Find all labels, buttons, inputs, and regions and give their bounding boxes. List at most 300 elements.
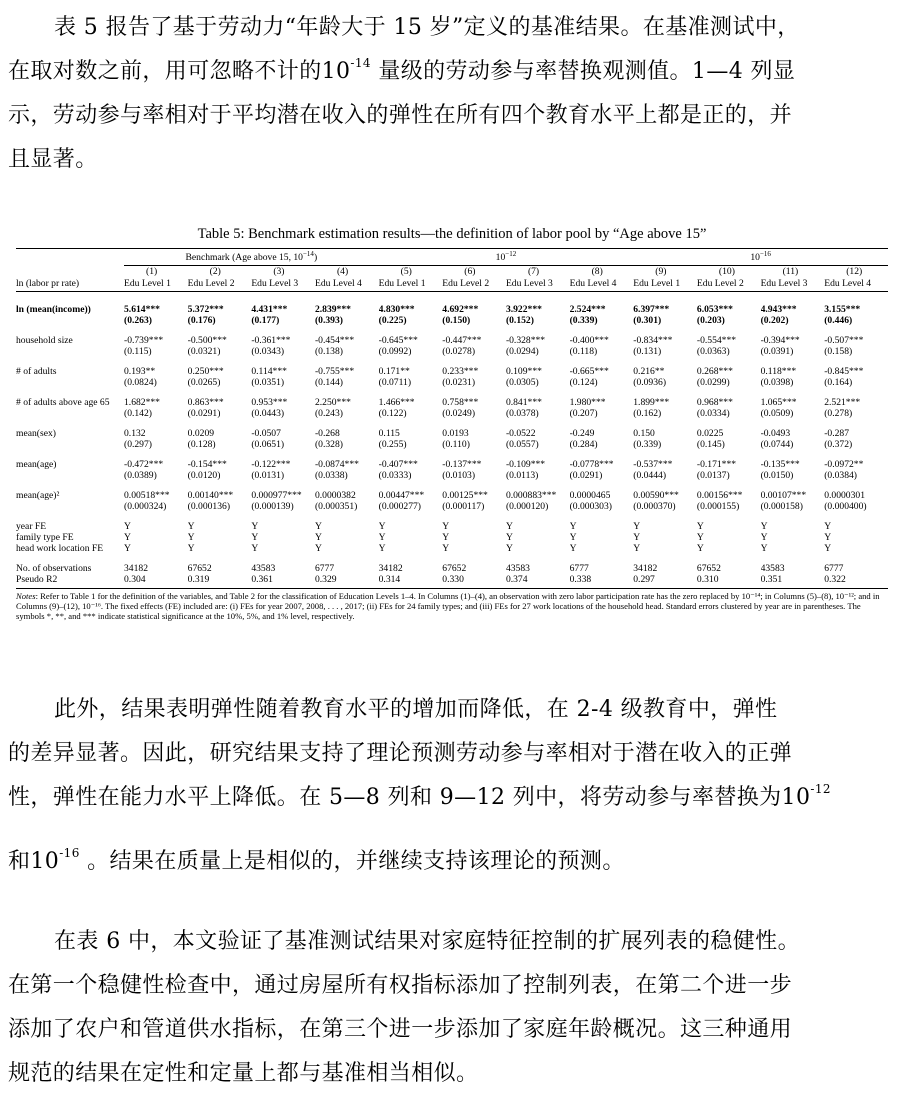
coefficient-cell: -0.755*** [314, 366, 355, 377]
text-line: 添加了农户和管道供水指标，在第三个进一步添加了家庭年龄概况。这三种通用 [8, 1017, 793, 1042]
std-error-cell: (0.278) [824, 408, 853, 419]
coefficient-cell: 6.397*** [633, 304, 670, 315]
fe-cell: Y [824, 532, 832, 543]
std-error-cell: (0.0992) [378, 346, 412, 357]
std-error-cell: (0.000120) [505, 501, 549, 512]
std-error-cell: (0.162) [633, 408, 662, 419]
std-error-cell: (0.297) [124, 439, 152, 450]
table-row [16, 521, 888, 532]
std-error-cell: (0.145) [696, 439, 725, 450]
std-error-cell: (0.0334) [696, 408, 730, 419]
fe-cell: Y [124, 543, 131, 554]
std-error-cell: (0.144) [314, 377, 343, 388]
column-label: Edu Level 3 [505, 278, 553, 289]
std-error-cell: (0.446) [824, 315, 853, 326]
column-number: (11) [782, 266, 799, 277]
std-error-cell: (0.158) [824, 346, 853, 357]
text-line: 表 5 报告了基于劳动力“年龄大于 15 岁”定义的基准结果。在基准测试中， [54, 15, 800, 40]
dependent-variable-label: ln (labor pr rate) [16, 278, 80, 289]
table-row [16, 532, 888, 543]
stat-cell: 0.351 [760, 574, 783, 585]
std-error-cell: (0.000277) [378, 501, 421, 512]
table-row [16, 543, 888, 554]
group-header-benchmark: Benchmark (Age above 15, $10^{-14}$) [124, 251, 379, 266]
coefficient-cell: 6.053*** [696, 304, 733, 315]
fe-cell: Y [314, 521, 322, 532]
coefficient-cell: 1.065*** [760, 397, 797, 408]
std-error-cell: (0.000158) [760, 501, 803, 512]
table-row [16, 501, 888, 512]
coefficient-cell: -0.0507 [251, 428, 281, 439]
table-row [16, 428, 888, 439]
coefficient-cell: 0.758*** [442, 397, 479, 408]
stat-cell: 0.374 [505, 574, 528, 585]
fe-cell: Y [569, 521, 577, 532]
std-error-cell: (0.0265) [187, 377, 221, 388]
coefficient-cell: -0.845*** [824, 366, 864, 377]
coefficient-cell: -0.122*** [251, 459, 291, 470]
std-error-cell: (0.0744) [760, 439, 794, 450]
row-label: household size [16, 335, 73, 346]
text-span: 量级的劳动参与率替换观测值。1—4 列显 [370, 59, 796, 84]
row-label: ln (mean(income)) [16, 304, 91, 315]
std-error-cell: (0.203) [696, 315, 725, 326]
column-label: Edu Level 3 [760, 278, 808, 289]
stat-cell: 43583 [760, 563, 785, 574]
text-span: 在取对数之前，用可忽略不计的10 [8, 59, 351, 84]
coefficient-cell: 0.115 [378, 428, 400, 439]
row-label: head work location FE [16, 543, 104, 554]
std-error-cell: (0.255) [378, 439, 407, 450]
stat-cell: 34182 [378, 563, 403, 574]
coefficient-cell: 0.00447*** [378, 490, 425, 501]
table-row [16, 377, 888, 388]
coefficient-cell: -0.361*** [251, 335, 291, 346]
std-error-cell: (0.122) [378, 408, 407, 419]
coefficient-cell: -0.0778*** [569, 459, 614, 470]
table-row [16, 408, 888, 419]
std-error-cell: (0.393) [314, 315, 343, 326]
std-error-cell: (0.0509) [760, 408, 794, 419]
coefficient-cell: 4.692*** [442, 304, 479, 315]
coefficient-cell: -0.554*** [696, 335, 737, 346]
std-error-cell: (0.000400) [824, 501, 867, 512]
std-error-cell: (0.000370) [633, 501, 676, 512]
text-span: 。结果在质量上是相似的，并继续支持该理论的预测。 [79, 849, 625, 874]
std-error-cell: (0.0557) [505, 439, 539, 450]
coefficient-cell: 3.922*** [505, 304, 542, 315]
fe-cell: Y [442, 532, 450, 543]
coefficient-cell: 0.0000465 [569, 490, 611, 501]
coefficient-cell: 0.171** [378, 366, 410, 377]
superscript: -16 [59, 846, 80, 860]
stat-cell: 43583 [251, 563, 276, 574]
fe-cell: Y [696, 543, 704, 554]
row-label: Pseudo R2 [16, 574, 58, 585]
std-error-cell: (0.0343) [251, 346, 285, 357]
std-error-cell: (0.202) [760, 315, 789, 326]
stat-cell: 67652 [696, 563, 721, 574]
fe-cell: Y [187, 532, 195, 543]
group-header-1e-16: $10^{-16}$ [633, 251, 888, 266]
coefficient-cell: 3.155*** [824, 304, 861, 315]
coefficient-cell: -0.537*** [633, 459, 673, 470]
std-error-cell: (0.0291) [569, 470, 603, 481]
coefficient-cell: 0.00590*** [633, 490, 679, 501]
stat-cell: 0.330 [442, 574, 464, 585]
coefficient-cell: -0.249 [569, 428, 595, 439]
coefficient-cell: 0.0000301 [824, 490, 865, 501]
table-row [16, 439, 888, 450]
column-label: Edu Level 1 [633, 278, 681, 289]
std-error-cell: (0.0651) [251, 439, 285, 450]
row-label: year FE [16, 521, 47, 532]
column-label: Edu Level 2 [442, 278, 490, 289]
coefficient-cell: 0.00518*** [124, 490, 170, 501]
row-label: No. of observations [16, 563, 92, 574]
std-error-cell: (0.0131) [251, 470, 285, 481]
coefficient-cell: -0.137*** [442, 459, 482, 470]
std-error-cell: (0.000136) [187, 501, 231, 512]
text-line: 在第一个稳健性检查中，通过房屋所有权指标添加了控制列表，在第二个进一步 [8, 973, 793, 998]
fe-cell: Y [442, 543, 450, 554]
coefficient-cell: -0.500*** [187, 335, 227, 346]
coefficient-cell: 0.193** [124, 366, 156, 377]
row-label: family type FE [16, 532, 74, 543]
std-error-cell: (0.0249) [442, 408, 476, 419]
std-error-cell: (0.177) [251, 315, 280, 326]
fe-cell: Y [314, 532, 322, 543]
coefficient-cell: 0.109*** [505, 366, 542, 377]
std-error-cell: (0.301) [633, 315, 662, 326]
table-5 [16, 222, 888, 621]
column-label: Edu Level 1 [124, 278, 171, 289]
coefficient-cell: 5.614*** [124, 304, 160, 315]
text-line [8, 776, 903, 820]
coefficient-cell: -0.400*** [569, 335, 609, 346]
column-number: (6) [464, 266, 476, 277]
std-error-cell: (0.152) [505, 315, 534, 326]
coefficient-cell: 0.000977*** [251, 490, 302, 501]
stat-cell: 6777 [314, 563, 335, 574]
fe-cell: Y [696, 521, 704, 532]
fe-cell: Y [760, 543, 768, 554]
row-label: mean(sex) [16, 428, 56, 439]
coefficient-cell: 0.0209 [187, 428, 215, 439]
column-number: (10) [718, 266, 735, 277]
row-label: mean(age)² [16, 490, 60, 501]
coefficient-cell: 2.250*** [314, 397, 351, 408]
std-error-cell: (0.0936) [633, 377, 667, 388]
coefficient-cell: -0.0522 [505, 428, 536, 439]
table-notes: Notes: Refer to Table 1 for the definition of the variables, and Table 2 for the classification of Education Levels 1–4. In Columns (1)–(4), an observation with zero labor participation rate has the zero replaced by 10⁻¹⁴; in Columns (5)–(8), 10⁻¹²; and in Columns (9)–(12), 10⁻¹⁶. The fixed effects (FE) included are: (i) FEs for year 2007, 2008, . . . , 2017; (ii) FEs for 24 family types; and (iii) FEs for 27 work locations of the household head. Standard errors clustered by year are in parentheses. The symbols *, **, and *** indicate statistical significance at the 10%, 5%, and 1% level, respectively. [16, 591, 880, 621]
column-number: (8) [591, 266, 603, 277]
std-error-cell: (0.0333) [378, 470, 412, 481]
stat-cell: 0.322 [824, 574, 846, 585]
table-row [16, 335, 888, 346]
superscript: -12 [810, 782, 831, 796]
text-line: 规范的结果在定性和定量上都与基准相当相似。 [8, 1061, 479, 1086]
coefficient-cell: 0.00125*** [442, 490, 488, 501]
fe-cell: Y [760, 521, 768, 532]
coefficient-cell: 0.233*** [442, 366, 479, 377]
coefficient-cell: -0.0972** [824, 459, 864, 470]
fe-cell: Y [187, 543, 195, 554]
coefficient-cell: -0.665*** [569, 366, 609, 377]
coefficient-cell: 0.0193 [442, 428, 469, 439]
std-error-cell: (0.176) [187, 315, 216, 326]
coefficient-cell: 1.466*** [378, 397, 415, 408]
std-error-cell: (0.0378) [505, 408, 539, 419]
stat-cell: 34182 [124, 563, 148, 574]
stat-cell: 6777 [569, 563, 589, 574]
coefficient-cell: 0.000883*** [505, 490, 557, 501]
coefficient-cell: 5.372*** [187, 304, 224, 315]
table-row [16, 315, 888, 326]
text-line [8, 50, 903, 94]
std-error-cell: (0.0363) [696, 346, 730, 357]
coefficient-cell: -0.407*** [378, 459, 418, 470]
std-error-cell: (0.131) [633, 346, 662, 357]
table-row [16, 574, 888, 585]
fe-cell: Y [124, 532, 131, 543]
stat-cell: 34182 [633, 563, 658, 574]
std-error-cell: (0.0299) [696, 377, 730, 388]
std-error-cell: (0.0278) [442, 346, 476, 357]
std-error-cell: (0.0824) [124, 377, 157, 388]
superscript: -14 [350, 56, 371, 70]
fe-cell: Y [378, 532, 386, 543]
std-error-cell: (0.0150) [760, 470, 794, 481]
coefficient-cell: -0.472*** [124, 459, 164, 470]
std-error-cell: (0.263) [124, 315, 152, 326]
std-error-cell: (0.000117) [442, 501, 485, 512]
coefficient-cell: 4.431*** [251, 304, 288, 315]
text-line: 此外，结果表明弹性随着教育水平的增加而降低，在 2-4 级教育中，弹性 [54, 697, 778, 722]
std-error-cell: (0.0351) [251, 377, 285, 388]
std-error-cell: (0.0231) [442, 377, 476, 388]
column-label: Edu Level 2 [187, 278, 235, 289]
coefficient-cell: -0.645*** [378, 335, 418, 346]
coefficient-cell: -0.507*** [824, 335, 864, 346]
column-number: (1) [146, 266, 158, 277]
fe-cell: Y [569, 543, 577, 554]
stat-cell: 0.338 [569, 574, 592, 585]
stat-cell: 0.314 [378, 574, 401, 585]
text-line: 示，劳动参与率相对于平均潜在收入的弹性在所有四个教育水平上都是正的，并 [8, 103, 793, 128]
std-error-cell: (0.225) [378, 315, 407, 326]
paragraph-discussion [8, 688, 903, 884]
fe-cell: Y [314, 543, 322, 554]
std-error-cell: (0.0338) [314, 470, 348, 481]
std-error-cell: (0.207) [569, 408, 598, 419]
text-span: 和10 [8, 849, 60, 874]
std-error-cell: (0.142) [124, 408, 152, 419]
fe-cell: Y [505, 521, 513, 532]
std-error-cell: (0.118) [569, 346, 598, 357]
std-error-cell: (0.243) [314, 408, 343, 419]
std-error-cell: (0.124) [569, 377, 598, 388]
coefficient-cell: 0.114*** [251, 366, 287, 377]
stat-cell: 0.310 [696, 574, 719, 585]
coefficient-cell: -0.394*** [760, 335, 800, 346]
coefficient-cell: 0.863*** [187, 397, 224, 408]
coefficient-cell: 0.968*** [696, 397, 733, 408]
column-number: (7) [527, 266, 540, 277]
fe-cell: Y [378, 521, 386, 532]
stat-cell: 67652 [187, 563, 212, 574]
row-label: # of adults above age 65 [16, 397, 110, 408]
coefficient-cell: 1.899*** [633, 397, 670, 408]
results-table [16, 248, 888, 589]
std-error-cell: (0.0384) [824, 470, 857, 481]
paragraph-robustness [8, 920, 903, 1096]
table-row [16, 304, 888, 315]
stat-cell: 6777 [824, 563, 844, 574]
coefficient-cell: -0.268 [314, 428, 340, 439]
std-error-cell: (0.0103) [442, 470, 476, 481]
coefficient-cell: -0.739*** [124, 335, 164, 346]
std-error-cell: (0.000351) [314, 501, 358, 512]
fe-cell: Y [251, 543, 259, 554]
std-error-cell: (0.0305) [505, 377, 539, 388]
coefficient-cell: 2.524*** [569, 304, 606, 315]
row-label: mean(age) [16, 459, 57, 470]
coefficient-cell: 0.250*** [187, 366, 224, 377]
std-error-cell: (0.0321) [187, 346, 221, 357]
fe-cell: Y [124, 521, 131, 532]
table-row [16, 470, 888, 481]
stat-cell: 0.319 [187, 574, 210, 585]
table-row [16, 346, 888, 357]
std-error-cell: (0.0391) [760, 346, 794, 357]
stat-cell: 0.361 [251, 574, 273, 585]
std-error-cell: (0.000139) [251, 501, 294, 512]
stat-cell: 0.297 [633, 574, 655, 585]
std-error-cell: (0.372) [824, 439, 853, 450]
coefficient-cell: -0.109*** [505, 459, 546, 470]
column-number: (12) [846, 266, 863, 277]
fe-cell: Y [505, 543, 513, 554]
text-line: 的差异显著。因此，研究结果支持了理论预测劳动参与率相对于潜在收入的正弹 [8, 741, 793, 766]
coefficient-cell: 0.00140*** [187, 490, 234, 501]
table-row [16, 366, 888, 377]
fe-cell: Y [824, 543, 832, 554]
std-error-cell: (0.000303) [569, 501, 612, 512]
column-number: (9) [655, 266, 667, 277]
coefficient-cell: 0.841*** [505, 397, 542, 408]
table-row [16, 563, 888, 574]
coefficient-cell: -0.135*** [760, 459, 800, 470]
coefficient-cell: -0.0874*** [314, 459, 359, 470]
group-header-1e-12: $10^{-12}$ [379, 251, 634, 266]
fe-cell: Y [378, 543, 386, 554]
coefficient-cell: 2.521*** [824, 397, 861, 408]
column-number: (5) [400, 266, 412, 277]
std-error-cell: (0.000324) [124, 501, 167, 512]
column-number: (4) [336, 266, 349, 277]
coefficient-cell: 4.943*** [760, 304, 797, 315]
fe-cell: Y [251, 532, 259, 543]
table-row [16, 397, 888, 408]
fe-cell: Y [633, 543, 641, 554]
std-error-cell: (0.0443) [251, 408, 285, 419]
coefficient-cell: 0.0000382 [314, 490, 356, 501]
std-error-cell: (0.138) [314, 346, 343, 357]
coefficient-cell: -0.834*** [633, 335, 673, 346]
std-error-cell: (0.0398) [760, 377, 794, 388]
coefficient-cell: 0.216** [633, 366, 665, 377]
std-error-cell: (0.110) [442, 439, 470, 450]
std-error-cell: (0.328) [314, 439, 343, 450]
column-label: Edu Level 3 [251, 278, 299, 289]
std-error-cell: (0.339) [569, 315, 598, 326]
column-label: Edu Level 2 [696, 278, 744, 289]
coefficient-cell: 0.00107*** [760, 490, 807, 501]
table-row [16, 459, 888, 470]
std-error-cell: (0.0113) [505, 470, 539, 481]
column-label: Edu Level 4 [569, 278, 617, 289]
std-error-cell: (0.115) [124, 346, 152, 357]
column-number: (3) [273, 266, 285, 277]
coefficient-cell: -0.328*** [505, 335, 546, 346]
std-error-cell: (0.164) [824, 377, 853, 388]
coefficient-cell: 0.268*** [696, 366, 733, 377]
column-number: (2) [209, 266, 221, 277]
row-label: # of adults [16, 366, 57, 377]
fe-cell: Y [633, 521, 641, 532]
text-line: 且显著。 [8, 147, 98, 172]
text-span: 性，弹性在能力水平上降低。在 5—8 列和 9—12 列中，将劳动参与率替换为10 [8, 785, 811, 810]
stat-cell: 0.329 [314, 574, 337, 585]
column-label: Edu Level 1 [378, 278, 426, 289]
std-error-cell: (0.339) [633, 439, 662, 450]
coefficient-cell: -0.171*** [696, 459, 737, 470]
stat-cell: 43583 [505, 563, 530, 574]
std-error-cell: (0.0389) [124, 470, 157, 481]
fe-cell: Y [187, 521, 195, 532]
std-error-cell: (0.0711) [378, 377, 412, 388]
coefficient-cell: 2.839*** [314, 304, 351, 315]
table-row [16, 490, 888, 501]
fe-cell: Y [760, 532, 768, 543]
fe-cell: Y [569, 532, 577, 543]
coefficient-cell: 0.00156*** [696, 490, 743, 501]
std-error-cell: (0.0444) [633, 470, 667, 481]
column-label: Edu Level 4 [314, 278, 362, 289]
fe-cell: Y [633, 532, 641, 543]
std-error-cell: (0.128) [187, 439, 216, 450]
stat-cell: 0.304 [124, 574, 146, 585]
coefficient-cell: -0.287 [824, 428, 849, 439]
coefficient-cell: 0.118*** [760, 366, 797, 377]
std-error-cell: (0.150) [442, 315, 471, 326]
stat-cell: 67652 [442, 563, 467, 574]
coefficient-cell: 1.980*** [569, 397, 606, 408]
coefficient-cell: 1.682*** [124, 397, 160, 408]
table-caption: Table 5: Benchmark estimation results—the definition of labor pool by “Age above 15” [197, 226, 707, 242]
coefficient-cell: 4.830*** [378, 304, 415, 315]
std-error-cell: (0.0137) [696, 470, 730, 481]
fe-cell: Y [505, 532, 513, 543]
fe-cell: Y [251, 521, 259, 532]
coefficient-cell: 0.0225 [696, 428, 724, 439]
coefficient-cell: 0.132 [124, 428, 146, 439]
coefficient-cell: 0.150 [633, 428, 655, 439]
fe-cell: Y [696, 532, 704, 543]
coefficient-cell: -0.454*** [314, 335, 355, 346]
paragraph-intro [8, 6, 903, 182]
